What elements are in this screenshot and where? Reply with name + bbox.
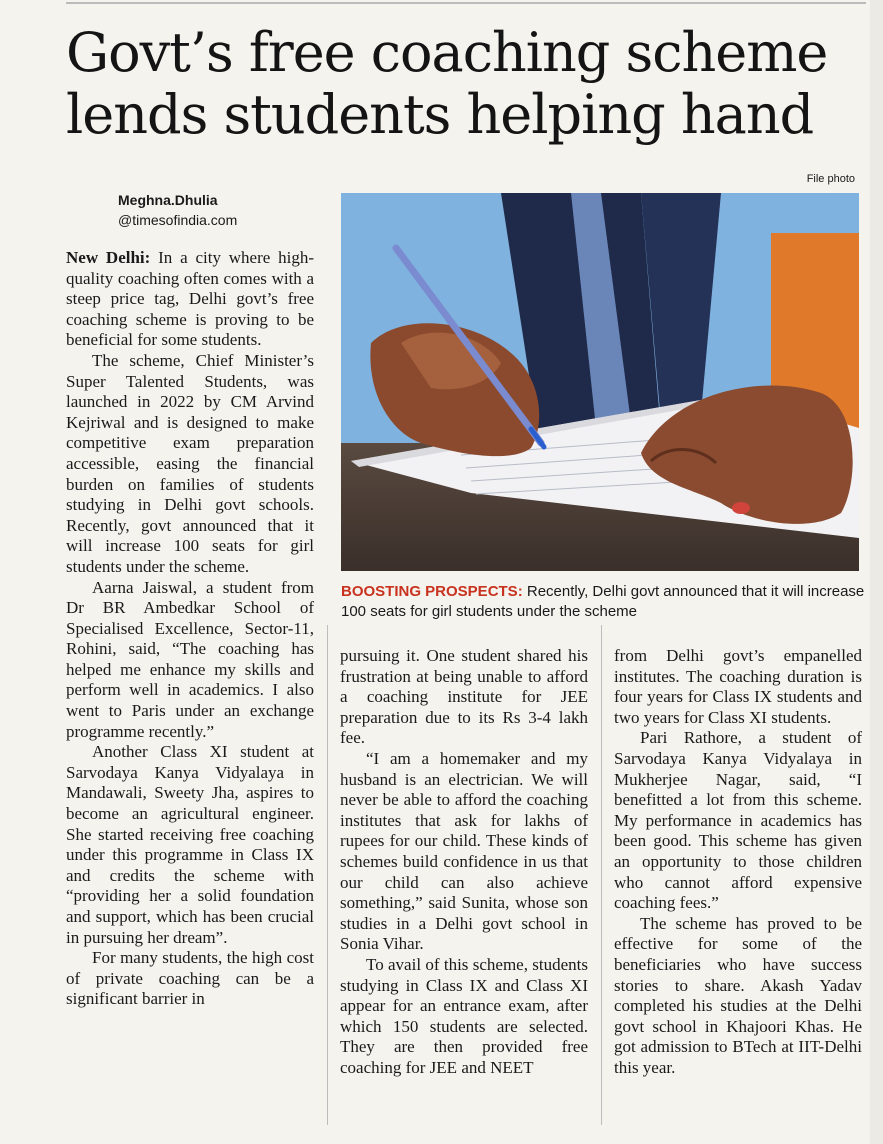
article-paragraph: from Delhi govt’s empanelled institutes. The coaching duration is four years for Class IX students and two years for Class XI students. — [614, 646, 862, 727]
photo-credit: File photo — [806, 173, 855, 185]
article-paragraph: Aarna Jaiswal, a student from Dr BR Ambedkar School of Specialised Excellence, Sector-11, Rohini, said, “The coaching has helped me enhance my skills and perform well in academics. I also went to Paris under an exchange programme recently.” — [66, 577, 314, 741]
byline — [118, 190, 237, 230]
article-paragraph: “I am a homemaker and my husband is an electrician. We will never be able to afford the coaching institutes that ask for lakhs of rupees for our child. These kinds of schemes build confidence in us that our child can also achieve something,” said Sunita, whose son studies in a Delhi govt school in Sonia Vihar. — [340, 748, 588, 954]
byline-author: Meghna.Dhulia — [118, 192, 218, 208]
article-paragraph: The scheme, Chief Minister’s Super Talented Students, was launched in 2022 by CM Arvind Kejriwal and is designed to make competitive exam preparation accessible, easing the financial burden on families of students studying in Delhi govt schools. Recently, govt announced that it will increase 100 seats for girl students under the scheme. — [66, 350, 314, 576]
column-divider — [327, 625, 328, 1125]
column-divider — [601, 625, 602, 1125]
caption-text: Recently, Delhi govt announced that it will increase 100 seats for girl students under the scheme — [341, 583, 865, 620]
paragraph-text: In a city where high-quality coaching often comes with a steep price tag, Delhi govt’s free coaching scheme is proving to be beneficial for some students. — [66, 248, 314, 350]
byline-handle: @timesofindia.com — [118, 212, 238, 228]
article-column-1 — [66, 248, 314, 1010]
article-paragraph: For many students, the high cost of private coaching can be a significant barrier in — [66, 948, 314, 1009]
article-paragraph: pursuing it. One student shared his frustration at being unable to afford a coaching institute for JEE preparation due to its Rs 3-4 lakh fee. — [340, 646, 588, 748]
article-column-3 — [614, 646, 862, 1078]
article-paragraph: To avail of this scheme, students studying in Class IX and Class XI appear for an entrance exam, after which 150 students are selected. They are then provided free coaching for JEE and NEET — [340, 954, 588, 1077]
dateline: New Delhi: — [66, 248, 151, 267]
photo-caption — [341, 582, 871, 622]
photo-illustration — [341, 193, 859, 571]
article-column-2 — [340, 646, 588, 1078]
headline: Govt’s free coaching scheme lends students helping hand — [66, 21, 828, 146]
article-paragraph: Another Class XI student at Sarvodaya Kanya Vidyalaya in Mandawali, Sweety Jha, aspires to become an agricultural engineer. She started receiving free coaching under this programme in Class IX and credits the scheme with “providing her a solid foundation and support, which has been crucial in pursuing her dream”. — [66, 742, 314, 947]
adjacent-article-edge — [870, 0, 883, 1144]
caption-lead: BOOSTING PROSPECTS: — [341, 583, 523, 600]
student-writing-photo — [341, 193, 859, 571]
article-paragraph: Pari Rathore, a student of Sarvodaya Kanya Vidyalaya in Mukherjee Nagar, said, “I benefitted a lot from this scheme. My performance in academics has been good. This scheme has given an opportunity to those children who cannot afford expensive coaching fees.” — [614, 728, 862, 913]
article-paragraph: The scheme has proved to be effective for some of the beneficiaries who have success stories to share. Akash Yadav completed his studies at the Delhi govt school in Khajoori Khas. He got admission to BTech at IIT-Delhi this year. — [614, 913, 862, 1077]
article-paragraph — [66, 248, 314, 351]
top-rule — [66, 2, 866, 4]
